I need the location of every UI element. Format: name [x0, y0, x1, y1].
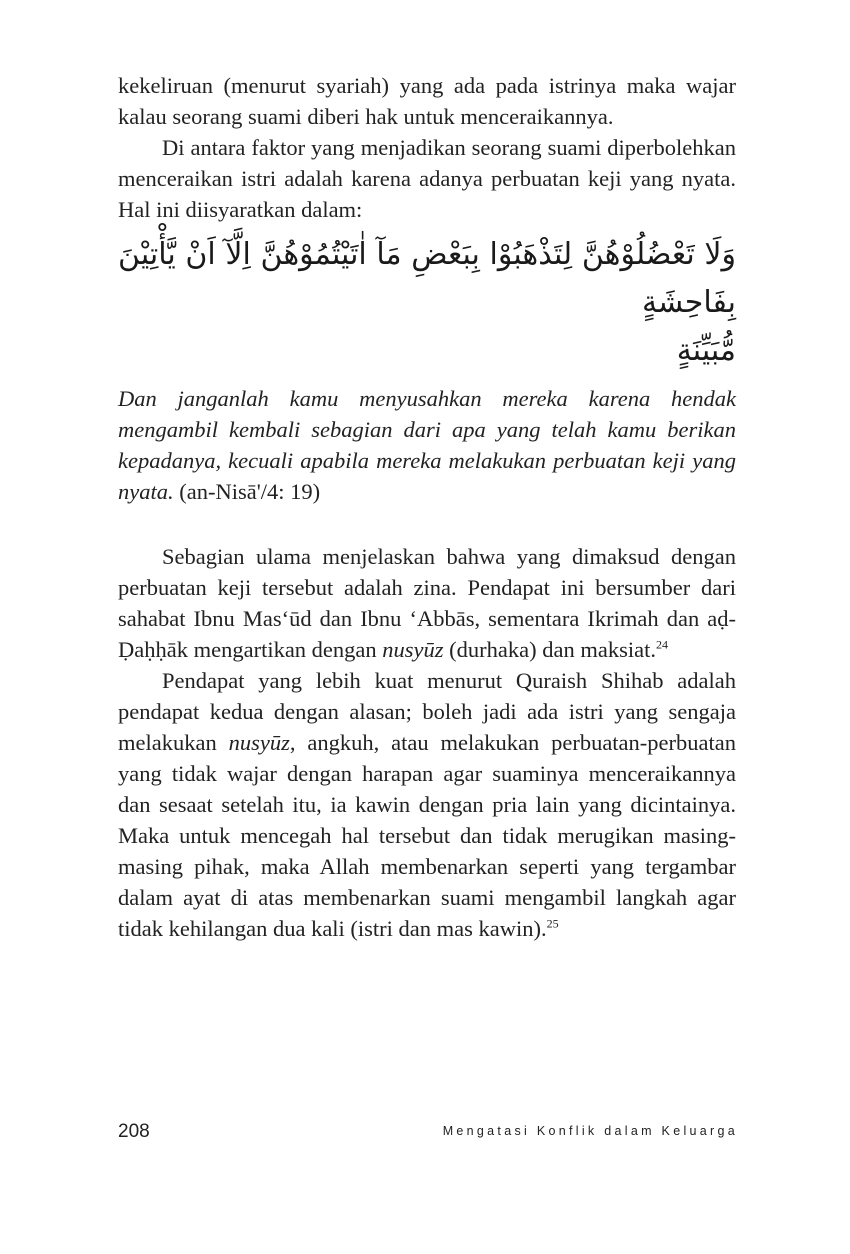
footnote-ref-25[interactable]: 25: [546, 916, 559, 931]
page-footer: [118, 1121, 738, 1147]
verse-reference: (an-Nisā'/4: 19): [173, 479, 321, 504]
paragraph-1: kekeliruan (menurut syariah) yang ada pada istrinya maka wajar kalau seorang suami diberi hak untuk menceraikannya.: [118, 73, 736, 129]
term-nusyuz: nusyūz: [382, 637, 444, 662]
running-head: Mengatasi Konflik dalam Keluarga: [442, 1124, 738, 1138]
arabic-line-2: مُّبَيِّنَةٍ: [676, 333, 736, 368]
verse-translation: [118, 383, 736, 507]
page-number: 208: [118, 1121, 150, 1142]
quran-verse-arabic: [118, 231, 736, 375]
term-nusyuz: nusyūz: [228, 730, 290, 755]
paragraph-4-text-a: Pendapat yang lebih kuat menurut Quraish Shihab adalah pendapat kedua dengan alasan; boleh jadi ada istri yang sengaja melakukan: [118, 668, 736, 755]
paragraph-4: [118, 665, 736, 944]
paragraph-2: Di antara faktor yang menjadikan seorang suami diperbolehkan menceraikan istri adalah karena adanya perbuatan keji yang nyata. Hal ini diisyaratkan dalam:: [118, 135, 736, 222]
spacer: [118, 507, 736, 541]
paragraph-3: [118, 541, 736, 665]
paragraph-3-text-b: (durhaka) dan maksiat.: [443, 637, 656, 662]
paragraph-4-text-b: , angkuh, atau melakukan perbuatan-perbuatan yang tidak wajar dengan harapan agar suaminya menceraikannya dan sesaat setelah itu, ia kawin dengan pria lain yang dicintainya. Maka untuk mencegah hal tersebut dan tidak merugikan masing-masing pihak, maka Allah membenarkan seperti yang tergambar dalam ayat di atas membenarkan suami mengambil langkah agar tidak kehilangan dua kali (istri dan mas kawin).: [118, 730, 736, 941]
paragraph-3-text-a: Sebagian ulama menjelaskan bahwa yang dimaksud dengan perbuatan keji tersebut adalah zina. Pendapat ini bersumber dari sahabat Ibnu Mas‘ūd dan Ibnu ‘Abbās, sementara Ikrimah dan aḍ-Ḍaḥḥāk mengartikan dengan: [118, 544, 736, 662]
translation-text: Dan janganlah kamu menyusahkan mereka karena hendak mengambil kembali sebagian dari apa yang telah kamu berikan kepadanya, kecuali apabila mereka melakukan perbuatan keji yang nyata.: [118, 386, 736, 504]
page-body: [118, 70, 736, 944]
arabic-line-1: وَلَا تَعْضُلُوْهُنَّ لِتَذْهَبُوْا بِبَعْضِ مَآ اٰتَيْتُمُوْهُنَّ اِلَّآ اَنْ يَّأْتِيْنَ بِفَاحِشَةٍ: [118, 237, 736, 320]
footnote-ref-24[interactable]: 24: [655, 637, 668, 652]
